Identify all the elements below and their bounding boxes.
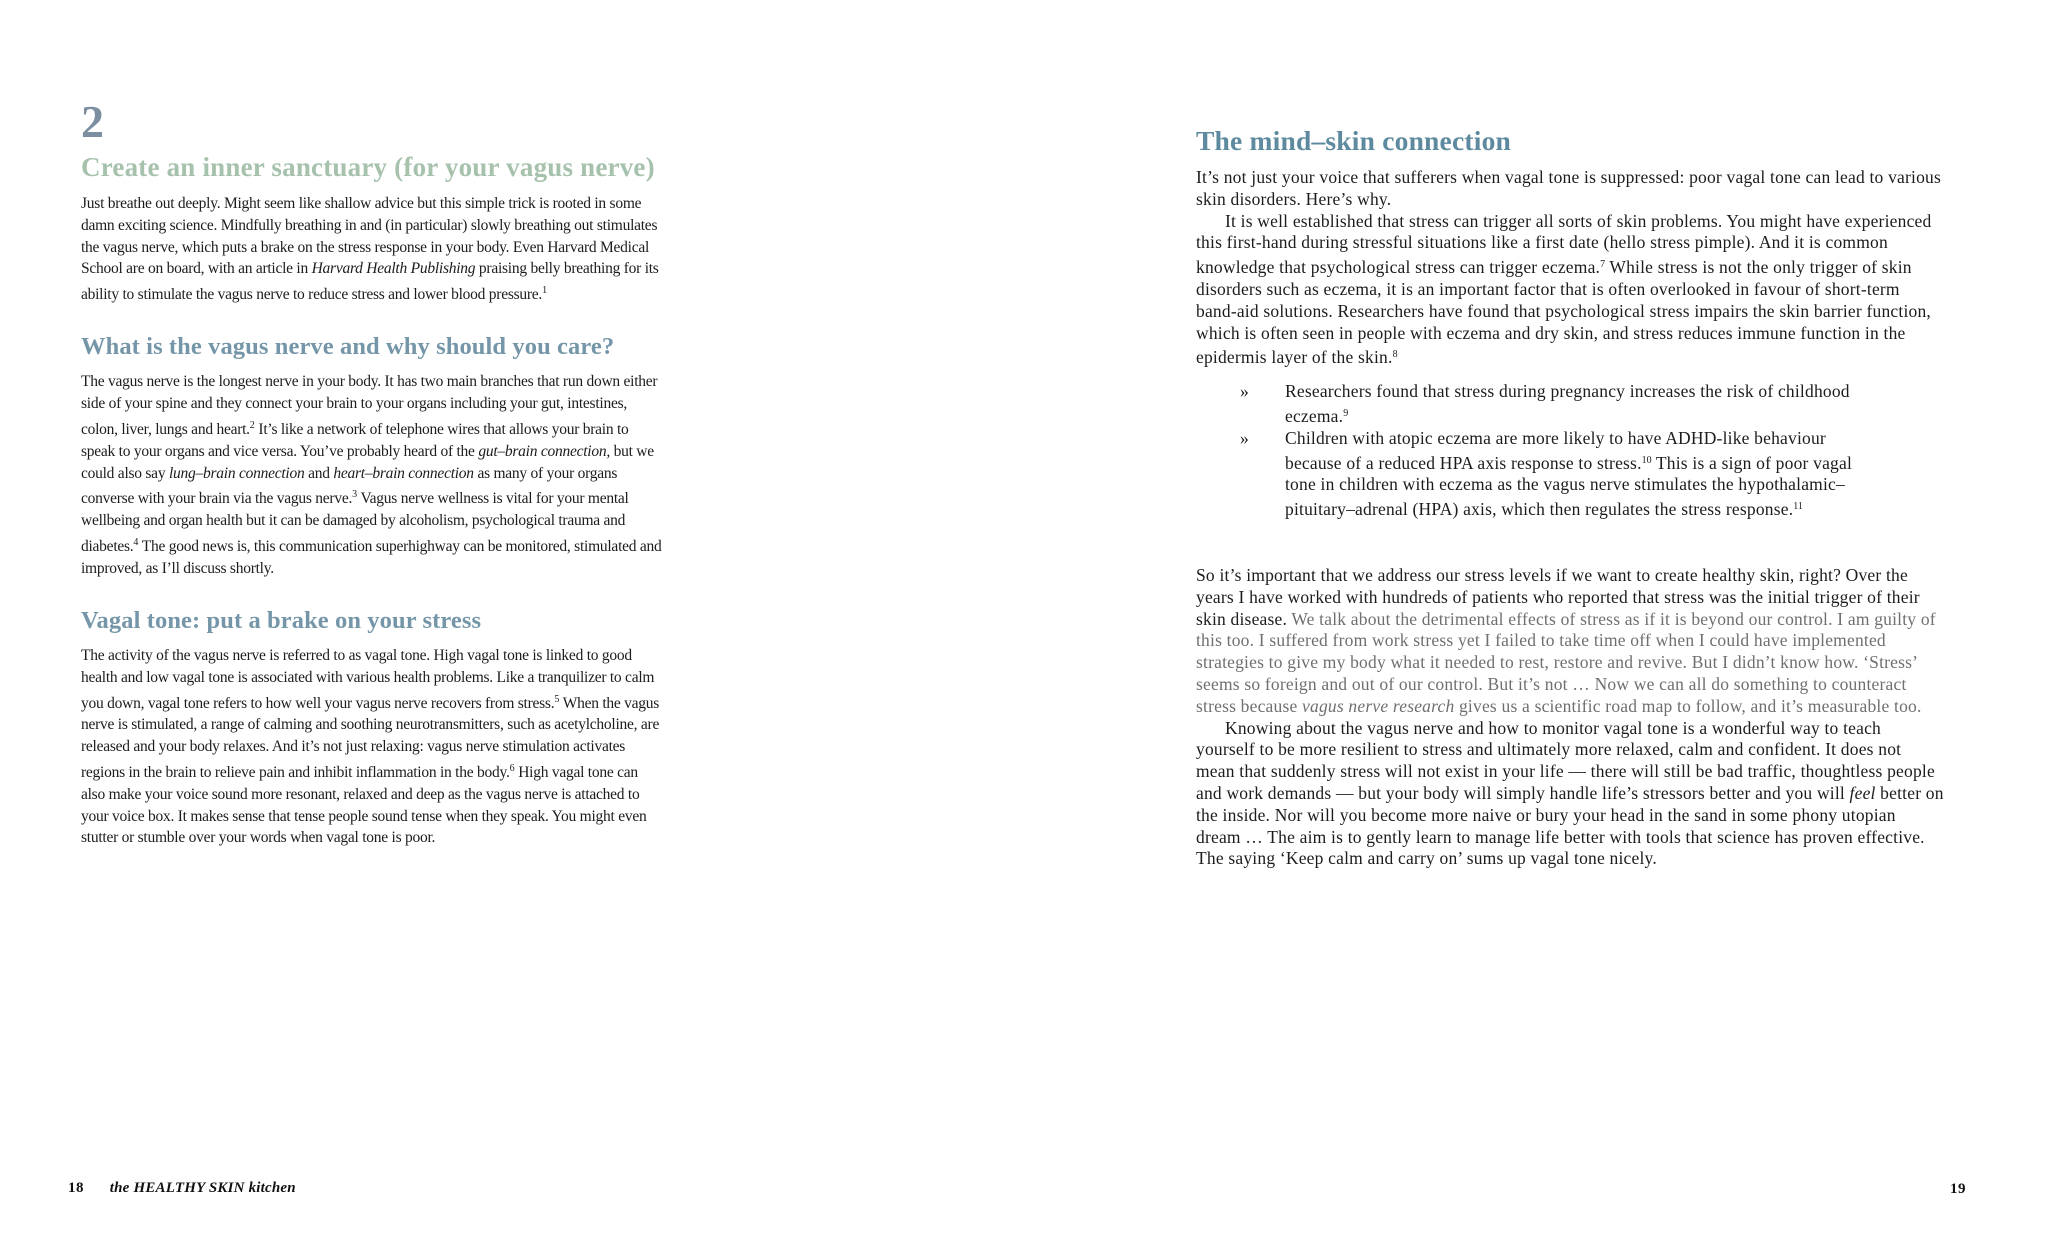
page-number: 19 [1950, 1181, 1966, 1197]
right-page-footer [1950, 1181, 1966, 1198]
bullet-list [1196, 381, 1944, 521]
stress-levels-paragraph: So it’s important that we address our stress levels if we want to create healthy skin, right? Over the years I have worked with hundreds of patients who reported that stress was the initial trigger of their skin disease. We talk about the detrimental effects of stress as if it is beyond our control. I am guilty of this too. I suffered from work stress yet I failed to take time off when I could have implemented strategies to give my body what it needed to rest, restore and revive. But I didn’t know how. ‘Stress’ seems so foreign and out of our control. But it’s not … Now we can all do something to counteract stress because vagus nerve research gives us a scientific road map to follow, and it’s measurable too. [1196, 564, 1936, 716]
mind-skin-paragraph-1: It’s not just your voice that sufferers when vagal tone is suppressed: poor vagal tone can lead to various skin disorders. Here’s why. [1196, 167, 1941, 209]
section-heading-vagal-tone: Vagal tone: put a brake on your stress [81, 606, 482, 634]
section-paragraph-vagus-nerve: The vagus nerve is the longest nerve in your body. It has two main branches that run down either side of your spine and they connect your brain to your organs including your gut, intestines, colon, liver, lungs and heart.$^2$ It’s like a network of telephone wires that allows your brain to speak to your organs and vice versa. You’ve probably heard of the gut–brain connection, but we could also say lung–brain connection and heart–brain connection as many of your organs converse with your brain via the vagus nerve.$^3$ Vagus nerve wellness is vital for your mental wellbeing and organ health but it can be damaged by alcoholism, psychological trauma and diabetes.$^4$ The good news is, this communication superhighway can be monitored, stimulated and improved, as I’ll discuss shortly. [81, 373, 662, 577]
section-heading-mind-skin: The mind–skin connection [1196, 125, 1512, 156]
page-number: 18 [68, 1180, 84, 1196]
intro-paragraph: Just breathe out deeply. Might seem like shallow advice but this simple trick is rooted in some damn exciting science. Mindfully breathing in and (in particular) slowly breathing out stimulates the vagus nerve, which puts a brake on the stress response in your body. Even Harvard Medical School are on board, with an article in Harvard Health Publishing praising belly breathing for its ability to stimulate the vagus nerve to reduce stress and lower blood pressure.$^1$ [81, 195, 659, 304]
section-heading-vagus-nerve: What is the vagus nerve and why should you care? [81, 333, 615, 361]
chapter-title: Create an inner sanctuary (for your vagus nerve) [81, 152, 655, 182]
left-page [81, 0, 663, 849]
list-item [1196, 428, 1944, 521]
left-page-footer [68, 1180, 296, 1197]
guillemet-bullet-icon: » [1240, 427, 1249, 448]
list-item-text: Researchers found that stress during pregnancy increases the risk of childhood eczema.$^9$ [1285, 381, 1850, 426]
chapter-number: 2 [81, 96, 104, 147]
book-title: the HEALTHY SKIN kitchen [109, 1180, 296, 1196]
knowing-vagus-paragraph: Knowing about the vagus nerve and how to monitor vagal tone is a wonderful way to teach yourself to be more resilient to stress and ultimately more relaxed, calm and confident. It does not mean that suddenly stress will not exist in your life — there will still be bad traffic, thoughtless people and work demands — but your body will simply handle life’s stressors better and you will feel better on the inside. Nor will you become more naive or bury your head in the sand in some phony utopian dream … The aim is to gently learn to manage life better with tools that science has proven effective. The saying ‘Keep calm and carry on’ sums up vagal tone nicely. [1196, 717, 1944, 869]
list-item [1196, 381, 1944, 428]
mind-skin-paragraph-2: It is well established that stress can trigger all sorts of skin problems. You might have experienced this first-hand during stressful situations like a first date (hello stress pimple). And it is common knowledge that psychological stress can trigger eczema.$^7$ While stress is not the only trigger of skin disorders such as eczema, it is an important factor that is often overlooked in favour of short-term band-aid solutions. Researchers have found that psychological stress impairs the skin barrier function, which is often seen in people with eczema and dry skin, and stress reduces immune function in the epidermis layer of the skin.$^8$ [1196, 210, 1932, 368]
section-paragraph-vagal-tone: The activity of the vagus nerve is referred to as vagal tone. High vagal tone is linked to good health and low vagal tone is associated with various health problems. Like a tranquilizer to calm you down, vagal tone refers to how well your vagus nerve recovers from stress.$^5$ When the vagus nerve is stimulated, a range of calming and soothing neurotransmitters, such as acetylcholine, are released and your body relaxes. And it’s not just relaxing: vagus nerve stimulation activates regions in the brain to relieve pain and inhibit inflammation in the body.$^6$ High vagal tone can also make your voice sound more resonant, relaxed and deep as the vagus nerve is attached to your voice box. It makes sense that tense people sound tense when they speak. You might even stutter or stumble over your words when vagal tone is poor. [81, 646, 660, 847]
list-item-text: Children with atopic eczema are more likely to have ADHD-like behaviour because of a reduced HPA axis response to stress.$^{10}$ This is a sign of poor vagal tone in children with eczema as the vagus nerve stimulates the hypothalamic–pituitary–adrenal (HPA) axis, which then regulates the stress response.$^{11}$ [1285, 427, 1853, 520]
right-page [1196, 0, 1944, 870]
guillemet-bullet-icon: » [1240, 381, 1249, 402]
